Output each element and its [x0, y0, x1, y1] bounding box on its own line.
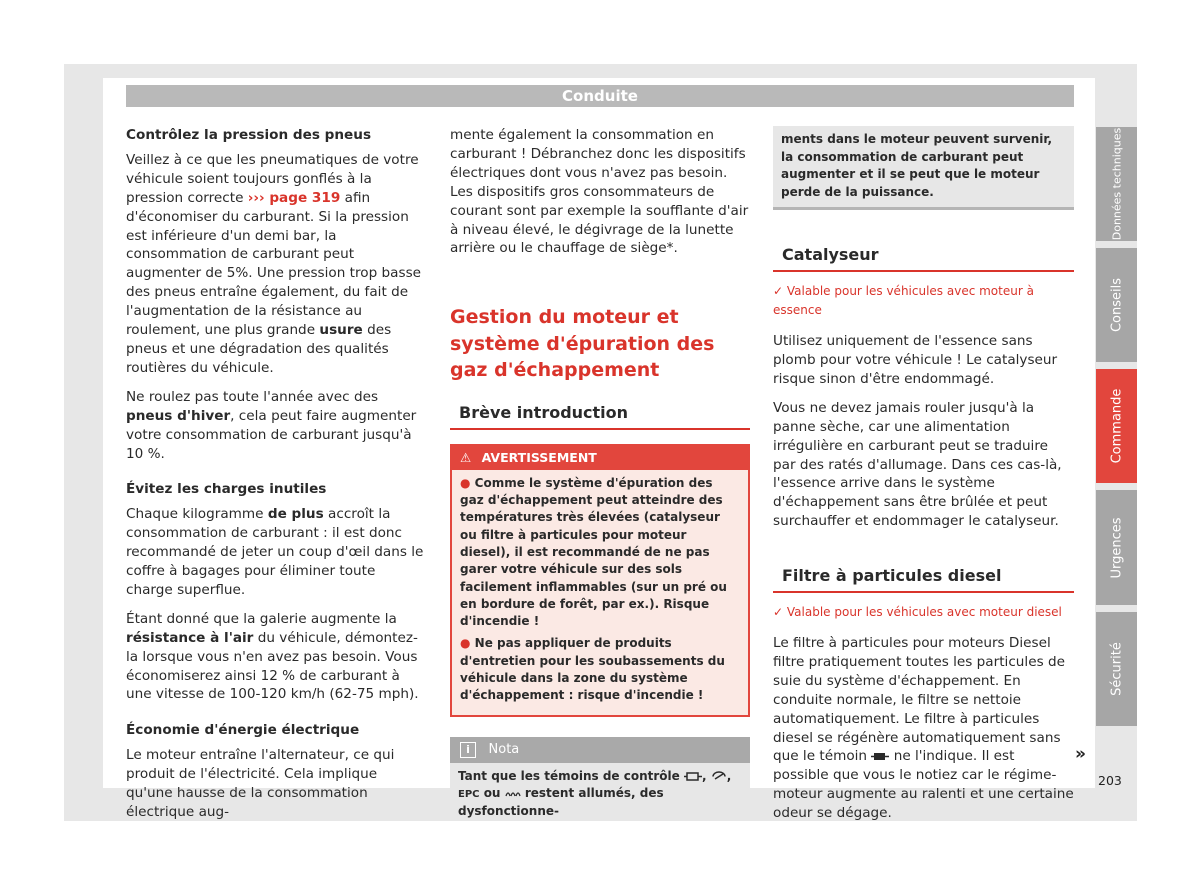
paragraph: Le moteur entraîne l'alternateur, ce qui produit de l'électricité. Cela implique qu'une hausse de la consommation électrique aug-	[126, 747, 395, 820]
electronic-throttle-icon	[711, 771, 727, 782]
engine-warning-icon	[684, 771, 702, 782]
warning-header	[452, 446, 748, 470]
list-item: ● Ne pas appliquer de produits d'entretien pour les soubassements du véhicule dans la zone du système d'échappement : risque d'incendie !	[460, 636, 725, 703]
paragraph: mente également la consommation en carburant ! Débranchez donc les dispositifs électriques dont vous n'avez pas besoin. Les dispositifs gros consommateurs de courant sont par exemple la soufflante d'air à niveau élevé, le dégivrage de la lunette arrière ou le chauffage de siège*.	[450, 127, 749, 257]
page-number: 203	[1098, 773, 1122, 788]
warning-title: AVERTISSEMENT	[481, 449, 597, 465]
note-body: Tant que les témoins de contrôle , , EPC ou restent allumés, des dysfonctionne-	[458, 768, 732, 818]
note-title: Nota	[488, 741, 520, 757]
column-2	[450, 126, 750, 818]
page-header: Conduite	[126, 85, 1074, 107]
note-header	[450, 737, 750, 763]
epc-icon: EPC	[458, 788, 480, 800]
checkmark-icon: ✓	[773, 605, 784, 620]
tab-donnees-techniques[interactable]: Données techniques	[1096, 127, 1137, 241]
section-title-catalyst: Catalyseur	[773, 244, 1074, 272]
section-title-pressure: Contrôlez la pression des pneus	[126, 127, 372, 143]
paragraph: Chaque kilogramme de plus accroît la consommation de carburant : il est donc recommandé de jeter un coup d'œil dans le coffre à bagages pour éliminer toute charge superflue.	[126, 506, 424, 598]
paragraph: Utilisez uniquement de l'essence sans plomb pour votre véhicule ! Le catalyseur risque sinon d'être endommagé.	[773, 333, 1058, 387]
warning-box	[450, 444, 750, 717]
paragraph: Le filtre à particules pour moteurs Diesel filtre pratiquement toutes les particules de suie du système d'échappement. En conduite normale, le filtre se nettoie automatiquement. Le filtre à particules diesel se régénère automatiquement sans que le témoin ne l'indique. Il est possible que vous le notiez car le régime-moteur augmente au ralenti et une certaine odeur se dégage.	[773, 634, 1074, 822]
checkmark-icon: ✓	[773, 284, 784, 299]
diesel-filter-icon	[871, 751, 889, 762]
column-3	[773, 126, 1074, 833]
warning-body	[452, 470, 748, 715]
validity-note: ✓ Valable pour les véhicules avec moteur à essence	[773, 284, 1034, 318]
section-title-intro: Brève introduction	[450, 402, 750, 430]
section-title-particle-filter: Filtre à particules diesel	[773, 565, 1074, 593]
preheating-icon	[505, 788, 521, 798]
info-icon: i	[460, 742, 476, 758]
tab-securite[interactable]: Sécurité	[1096, 612, 1137, 726]
paragraph: Vous ne devez jamais rouler jusqu'à la panne sèche, car une alimentation irrégulière en carburant peut se traduire par des ratés d'allumage. Dans ces cas-là, l'essence arrive dans le système d'échappement sans être brûlée et peut surchauffer et endommager le catalyseur.	[773, 399, 1062, 530]
continue-icon: »	[1075, 744, 1086, 764]
page-reference-link[interactable]: ››› page 319	[247, 189, 341, 206]
list-item: ● Comme le système d'épuration des gaz d'échappement peut atteindre des températures très élevées (catalyseur ou filtre à particules pour moteur diesel), il est recommandé de ne pas garer votre véhicule sur des sols facilement inflammables (sur un pré ou en bordure de forêt, par ex.). Risque d'incendie !	[460, 475, 727, 629]
paragraph: Étant donné que la galerie augmente la résistance à l'air du véhicule, démontez-la lorsque vous n'en avez pas besoin. Vous économiserez ainsi 12 % de carburant à une vitesse de 100-120 km/h (62-75 mph).	[126, 610, 419, 703]
tab-commande[interactable]: Commande	[1096, 369, 1137, 483]
paragraph: Veillez à ce que les pneumatiques de votre véhicule soient toujours gonflés à la pression correcte ››› page 319 afin d'économiser du carburant. Si la pression est inférieure d'un demi bar, la consommation de carburant peut augmenter de 5%. Une pression trop basse des pneus entraîne également, du fait de l'augmentation de la résistance au roulement, une plus grande usure des pneus et une dégradation des qualités routières du véhicule.	[126, 151, 422, 376]
bullet-icon: ●	[460, 475, 471, 490]
note-box	[450, 737, 750, 818]
paragraph: Ne roulez pas toute l'année avec des pneus d'hiver, cela peut faire augmenter votre consommation de carburant jusqu'à 10 %.	[126, 388, 417, 462]
validity-note: ✓ Valable pour les véhicules avec moteur diesel	[773, 605, 1062, 620]
continued-warning-box: ments dans le moteur peuvent survenir, la consommation de carburant peut augmenter et il se peut que le moteur perde de la puissance.	[773, 126, 1074, 210]
chapter-title: Gestion du moteur et système d'épuration des gaz d'échappement	[450, 306, 715, 382]
warning-icon: ⚠	[460, 449, 472, 465]
tab-conseils[interactable]: Conseils	[1096, 248, 1137, 362]
tab-urgences[interactable]: Urgences	[1096, 490, 1137, 605]
section-title-loads: Évitez les charges inutiles	[126, 481, 327, 498]
column-1	[126, 126, 426, 832]
section-title-energy: Économie d'énergie électrique	[126, 722, 360, 739]
bullet-icon: ●	[460, 636, 471, 651]
